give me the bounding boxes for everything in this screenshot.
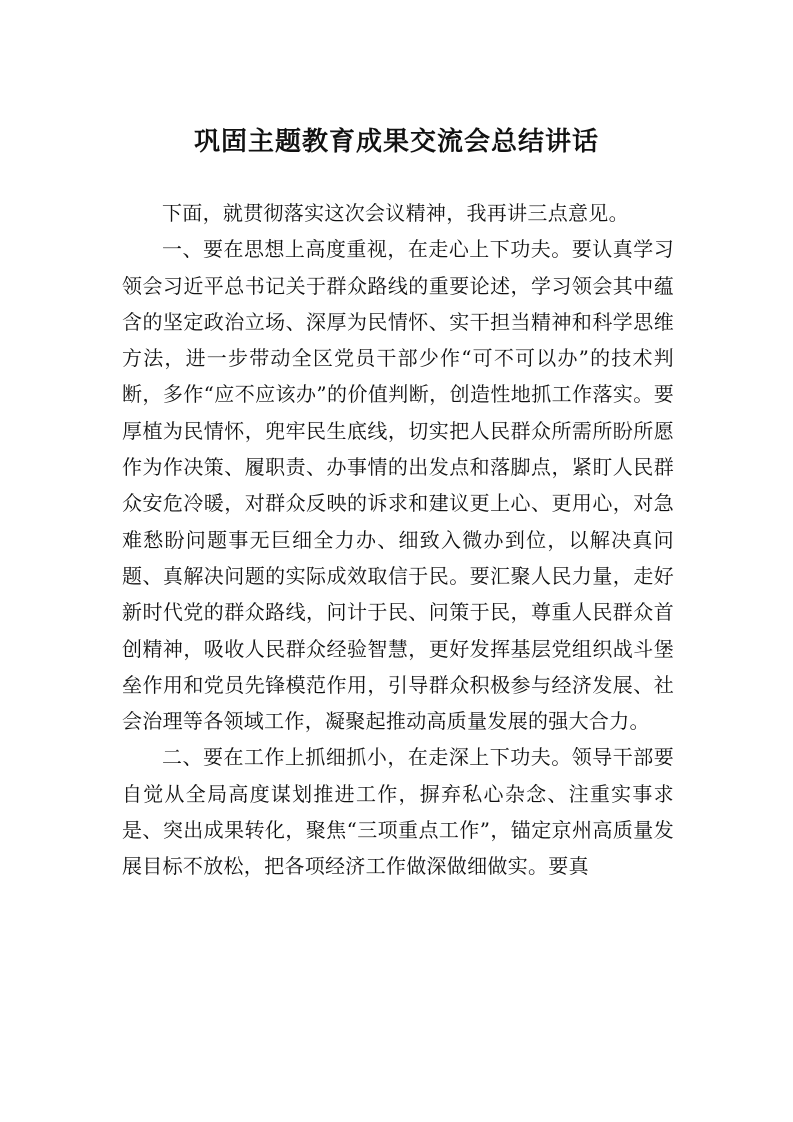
- paragraph-intro: 下面，就贯彻落实这次会议精神，我再讲三点意见。: [162, 201, 629, 225]
- paragraph-point-two: 二、要在工作上抓细抓小，在走深上下功夫。领导干部要自觉从全局高度谋划推进工作，摒弃私心杂念、注重实事求是、突出成果转化，聚焦“三项重点工作”，锚定京州高质量发展目标不放松，把各项经济工作做深做细做实。要真: [122, 745, 674, 879]
- paragraph-point-one: 一、要在思想上高度重视，在走心上下功夫。要认真学习领会习近平总书记关于群众路线的重要论述，学习领会其中蕴含的坚定政治立场、深厚为民情怀、实干担当精神和科学思维方法，进一步带动全区党员干部少作“可不可以办”的技术判断，多作“应不应该办”的价值判断，创造性地抓工作落实。要厚植为民情怀，兜牢民生底线，切实把人民群众所需所盼所愿作为作决策、履职责、办事情的出发点和落脚点，紧盯人民群众安危冷暖，对群众反映的诉求和建议更上心、更用心，对急难愁盼问题事无巨细全力办、细致入微办到位，以解决真问题、真解决问题的实际成效取信于民。要汇聚人民力量，走好新时代党的群众路线，问计于民、问策于民，尊重人民群众首创精神，吸收人民群众经验智慧，更好发挥基层党组织战斗堡垒作用和党员先锋模范作用，引导群众积极参与经济发展、社会治理等各领域工作，凝聚起推动高质量发展的强大合力。: [122, 237, 674, 734]
- document-body: [122, 195, 674, 885]
- document-title: 巩固主题教育成果交流会总结讲话: [193, 127, 599, 157]
